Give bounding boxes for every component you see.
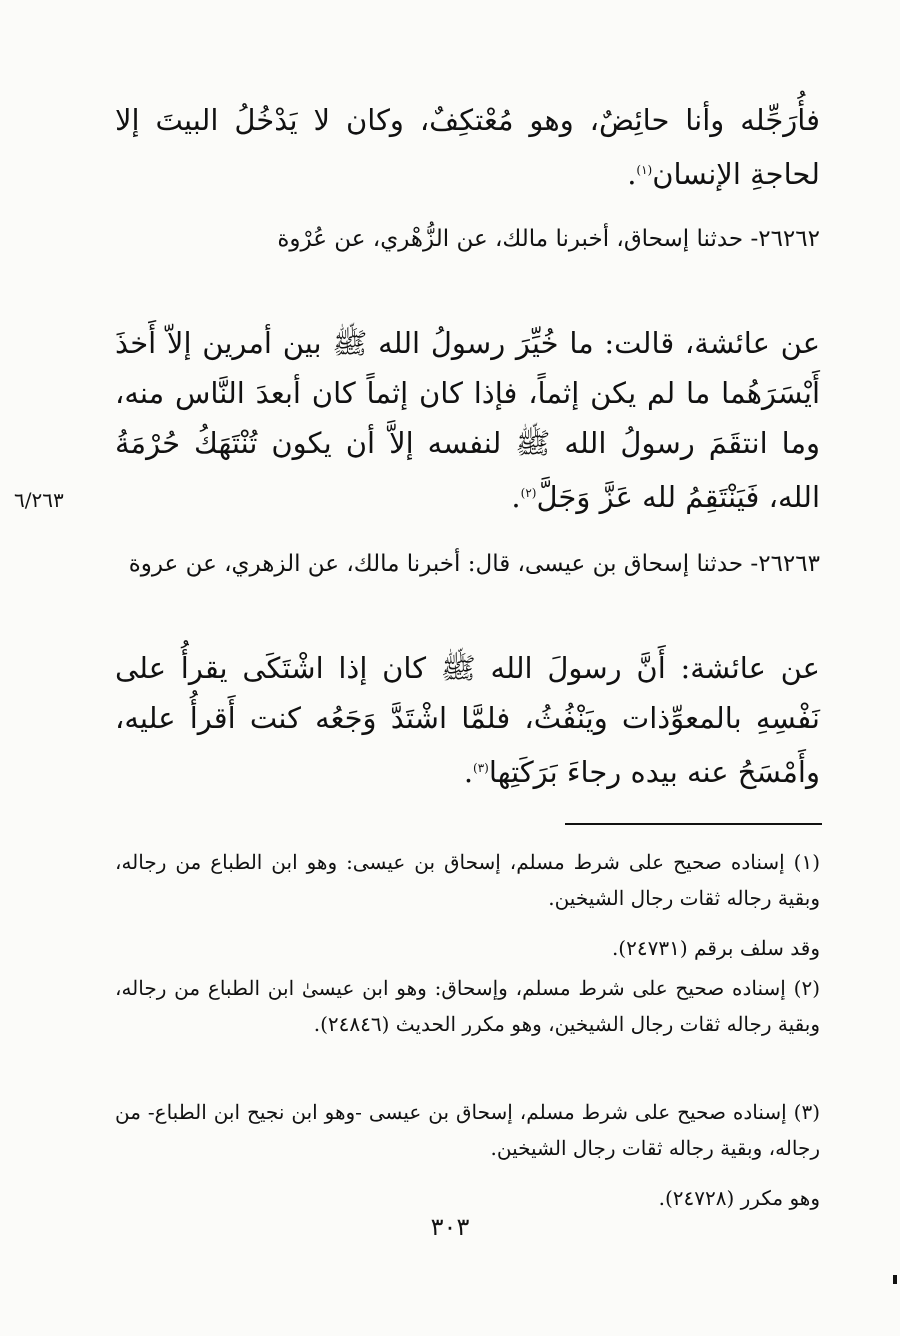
footnote-ref-1: (١) bbox=[636, 163, 653, 177]
hadith-26262-text: عن عائشة، قالت: ما خُيِّرَ رسولُ الله ﷺ بين أمرين إلاّ أَخذَ أَيْسَرَهُما ما لم يكن إثماً، فإذا كان إثماً كان أبعدَ النَّاس منه، وما انتقَمَ رسولُ الله ﷺ لنفسه إلاَّ أن يكون تُنْتَهَكُ حُرْمَةُ الله، فَيَنْتَقِمُ لله عَزَّ وَجَلَّ$^{(٢)}$. bbox=[115, 326, 820, 514]
footnote-ref-3: (٣) bbox=[473, 761, 489, 775]
hadith-26263-chain: ٢٦٢٦٣- حدثنا إسحاق بن عيسى، قال: أخبرنا مالك، عن الزهري، عن عروة bbox=[128, 551, 820, 577]
hadith-26262-chain: ٢٦٢٦٢- حدثنا إسحاق، أخبرنا مالك، عن الزُّهْري، عن عُرْوة bbox=[277, 226, 820, 252]
footnote-3: (٣) إسناده صحيح على شرط مسلم، إسحاق بن عيسى -وهو ابن نجيح ابن الطباع- من رجاله، وبقية رجاله ثقات رجال الشيخين. bbox=[115, 1100, 820, 1160]
hadith-continuation: فأُرَجِّله وأنا حائِضٌ، وهو مُعْتكِفٌ، وكان لا يَدْخُلُ البيتَ إلا لحاجةِ الإنسان$^{(١)}$. bbox=[115, 103, 820, 191]
scan-mark bbox=[893, 1275, 897, 1284]
continuation-text: فأُرَجِّله وأنا حائِضٌ، وهو مُعْتكِفٌ، وكان لا يَدْخُلُ البيتَ إلا لحاجةِ الإنسان bbox=[115, 103, 820, 191]
footnote-separator bbox=[565, 823, 822, 825]
footnote-ref-2: (٢) bbox=[520, 486, 537, 500]
page-number: ٣٠٣ bbox=[430, 1213, 470, 1241]
footnote-1-note: وقد سلف برقم (٢٤٧٣١). bbox=[611, 936, 820, 960]
footnote-1: (١) إسناده صحيح على شرط مسلم، إسحاق بن عيسى: وهو ابن الطباع من رجاله، وبقية رجاله ثقات رجال الشيخين. bbox=[115, 850, 820, 910]
footnote-3-note: وهو مكرر (٢٤٧٢٨). bbox=[658, 1186, 820, 1210]
margin-volume-page-reference: ٦/٢٦٣ bbox=[14, 488, 64, 512]
footnote-2: (٢) إسناده صحيح على شرط مسلم، وإسحاق: وهو ابن عيسىٰ ابن الطباع من رجاله، وبقية رجاله ثقات رجال الشيخين، وهو مكرر الحديث (٢٤٨٤٦). bbox=[115, 976, 820, 1036]
hadith-26263-text: عن عائشة: أَنَّ رسولَ الله ﷺ كان إذا اشْتَكَى يقرأُ على نَفْسِهِ بالمعوِّذات ويَنْفُثُ، فلمَّا اشْتَدَّ وَجَعُه كنت أَقرأُ عليه، وأَمْسَحُ عنه بيده رجاءَ بَرَكَتِها$^{(٣)}$. bbox=[115, 651, 820, 789]
